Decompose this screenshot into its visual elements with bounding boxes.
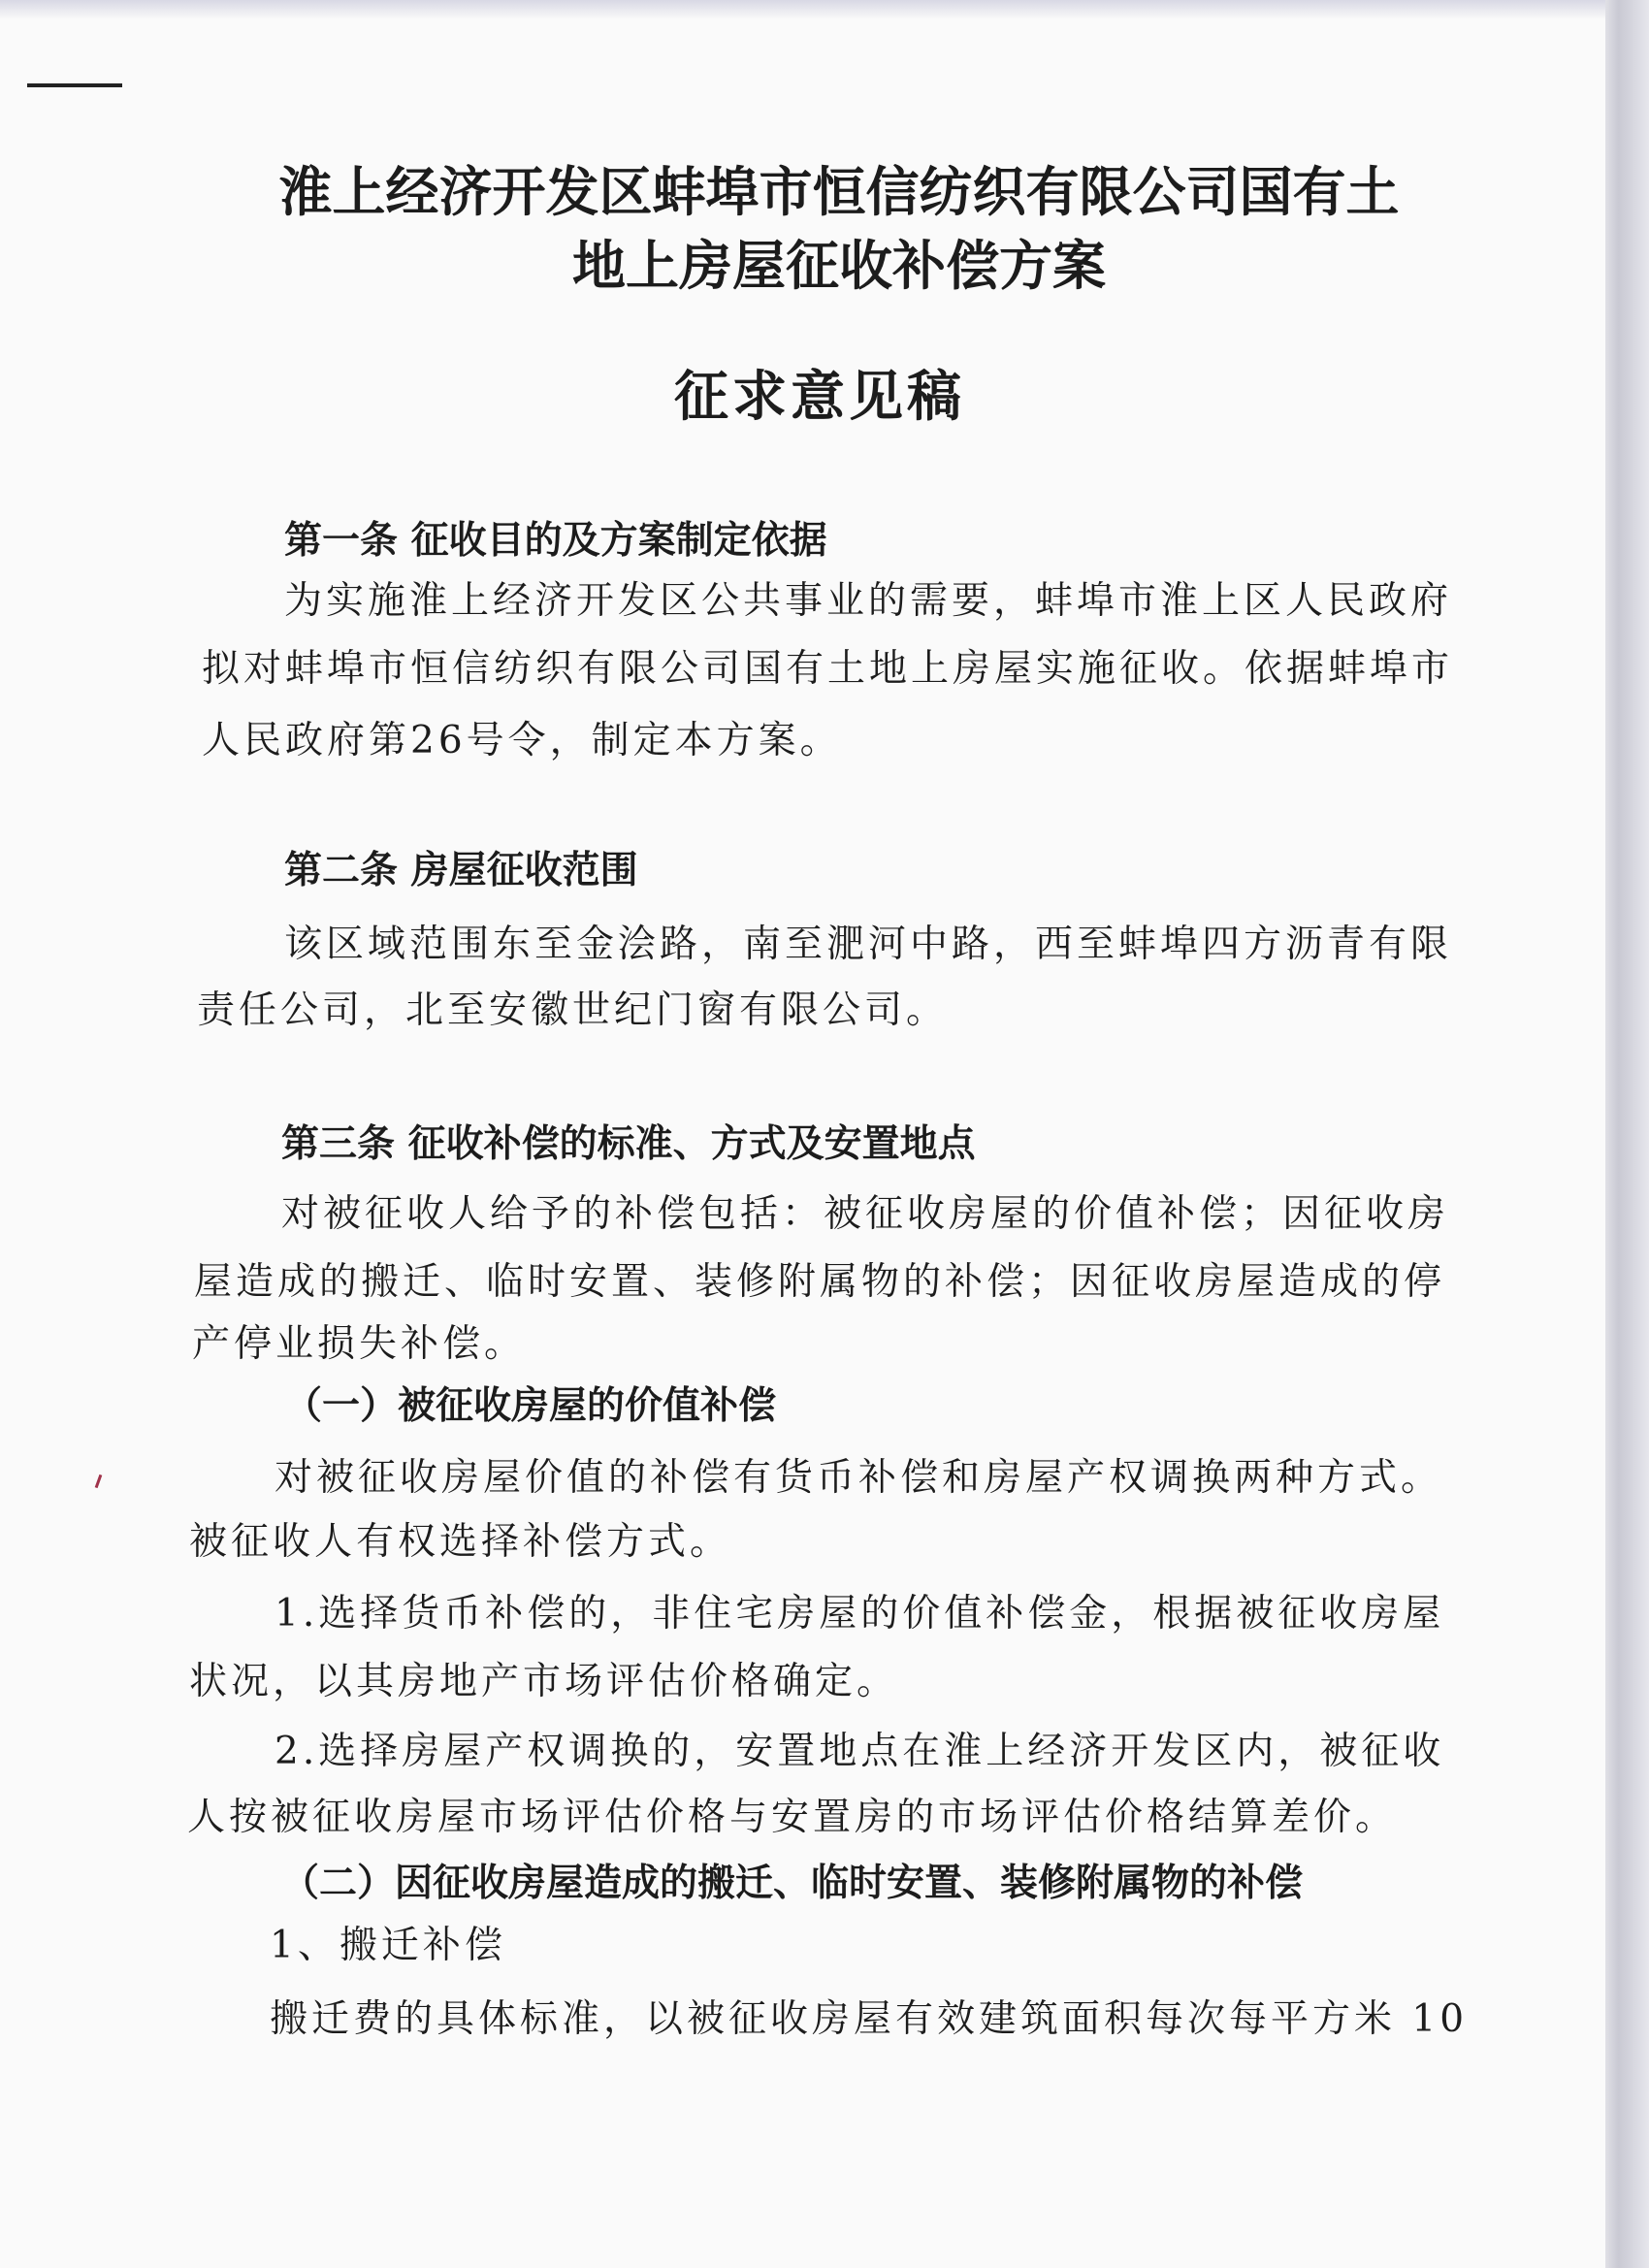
document-title bbox=[194, 155, 1484, 303]
section-1-line: 被征收人有权选择补偿方式。 bbox=[189, 1520, 732, 1564]
section-1-line: 对被征收房屋价值的补偿有货币补偿和房屋产权调换两种方式。 bbox=[275, 1456, 1443, 1500]
scan-right-edge bbox=[1605, 0, 1649, 2268]
section-1-line: 人按被征收房屋市场评估价格与安置房的市场评估价格结算差价。 bbox=[187, 1796, 1398, 1839]
section-2-item-1-line: 搬迁费的具体标准，以被征收房屋有效建筑面积每次每平方米 10 bbox=[270, 1997, 1469, 2041]
section-1-line: 2.选择房屋产权调换的，安置地点在淮上经济开发区内，被征收 bbox=[275, 1730, 1445, 1773]
article-1-heading: 第一条 征收目的及方案制定依据 bbox=[284, 519, 827, 563]
section-2-item-1-heading: 1、搬迁补偿 bbox=[270, 1924, 506, 1967]
corner-dash-mark bbox=[27, 83, 122, 87]
article-3-intro-line: 产停业损失补偿。 bbox=[192, 1322, 527, 1366]
article-3-intro-line: 屋造成的搬迁、临时安置、装修附属物的补偿；因征收房屋造成的停 bbox=[194, 1260, 1446, 1304]
article-3-intro-line: 对被征收人给予的补偿包括：被征收房屋的价值补偿；因征收房 bbox=[281, 1192, 1450, 1236]
article-2-heading: 第二条 房屋征收范围 bbox=[284, 849, 638, 892]
article-2-line: 责任公司，北至安徽世纪门窗有限公司。 bbox=[197, 988, 949, 1032]
scan-top-edge bbox=[0, 0, 1610, 19]
document-subtitle: 征求意见稿 bbox=[674, 366, 965, 429]
title-line-2: 地上房屋征收补偿方案 bbox=[571, 235, 1106, 297]
article-2-line: 该区域范围东至金浍路，南至淝河中路，西至蚌埠四方沥青有限 bbox=[284, 923, 1453, 966]
article-1-line: 拟对蚌埠市恒信纺织有限公司国有土地上房屋实施征收。依据蚌埠市 bbox=[202, 647, 1454, 691]
section-1-line: 状况，以其房地产市场评估价格确定。 bbox=[189, 1660, 899, 1703]
article-1-line: 为实施淮上经济开发区公共事业的需要，蚌埠市淮上区人民政府 bbox=[284, 579, 1453, 623]
title-line-1: 淮上经济开发区蚌埠市恒信纺织有限公司国有土 bbox=[278, 161, 1400, 223]
section-1-heading: （一）被征收房屋的价值补偿 bbox=[284, 1384, 777, 1428]
article-1-line: 人民政府第26号令，制定本方案。 bbox=[202, 719, 842, 762]
section-2-heading: （二）因征收房屋造成的搬迁、临时安置、装修附属物的补偿 bbox=[281, 1862, 1304, 1905]
article-3-heading: 第三条 征收补偿的标准、方式及安置地点 bbox=[281, 1122, 976, 1166]
section-1-line: 1.选择货币补偿的，非住宅房屋的价值补偿金，根据被征收房屋 bbox=[275, 1592, 1445, 1636]
